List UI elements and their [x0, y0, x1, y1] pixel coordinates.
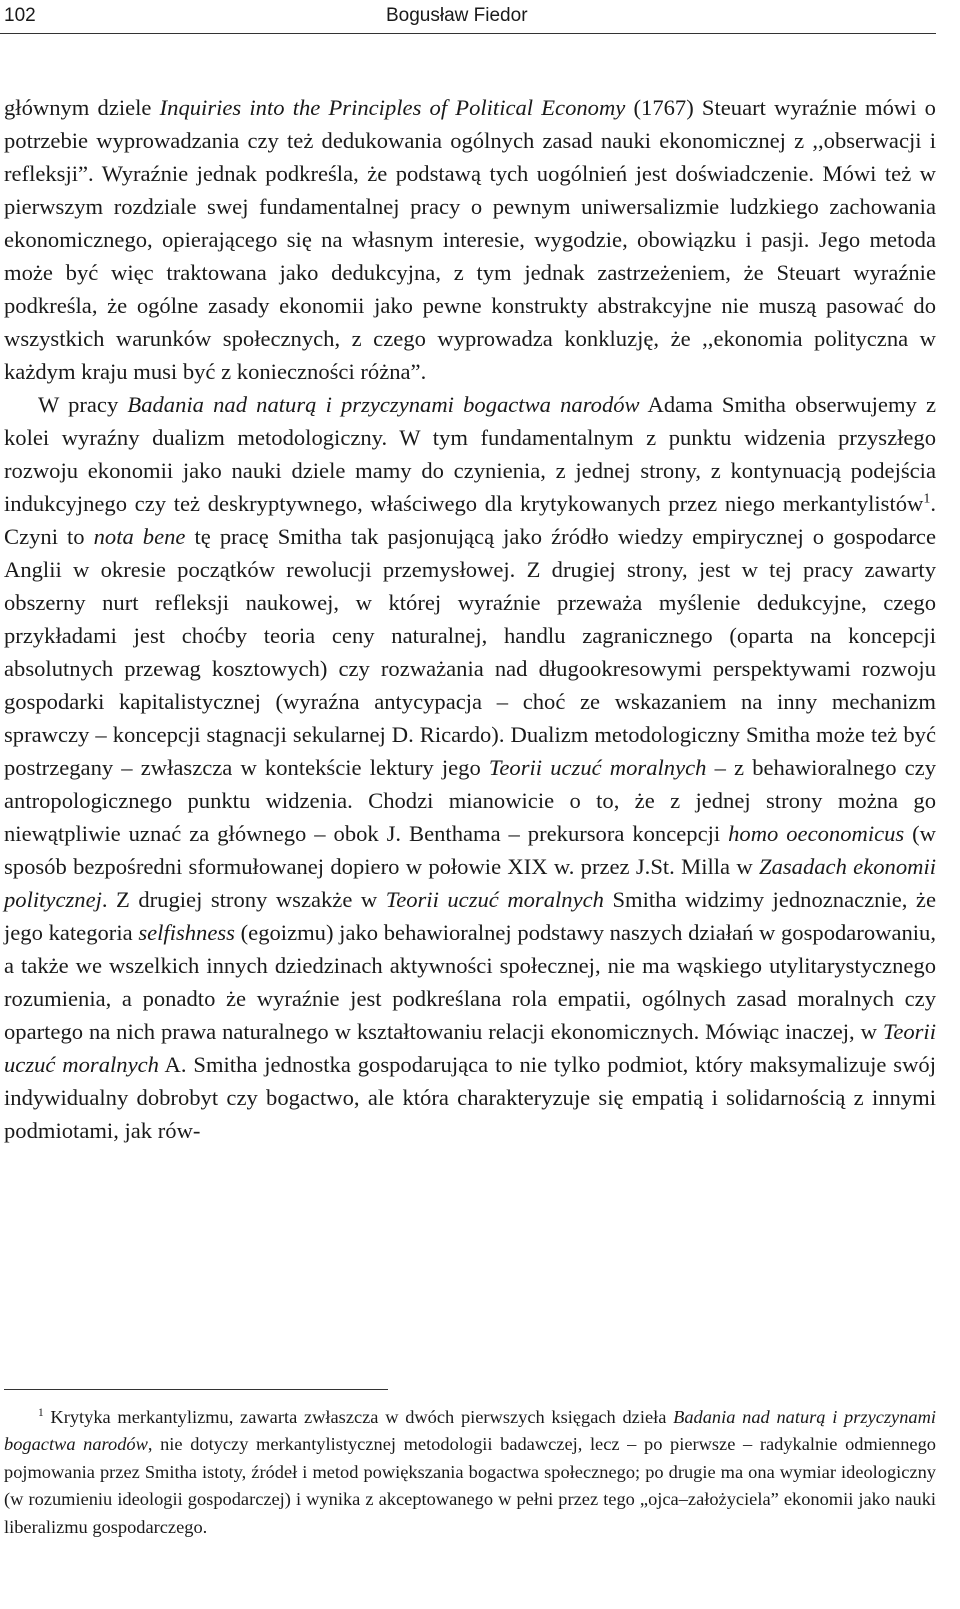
- italic-title: Badania nad naturą i przyczynami bogactwa narodów: [127, 392, 640, 417]
- text-run: – z behawioralnego czy antropologicznego punktu widzenia. Chodzi mianowicie o to, że z jednej strony można go niewątpliwie uznać za głównego – obok J. Benthama – prekursora koncepcji: [4, 755, 936, 846]
- footnote-reference[interactable]: 1: [923, 491, 931, 507]
- text-run: . Czyni to: [4, 491, 936, 549]
- italic-phrase: selfishness: [138, 920, 235, 945]
- running-header: [0, 4, 936, 32]
- paragraph-2: [4, 388, 936, 1147]
- italic-title: Zasadach ekonomii politycznej: [4, 854, 936, 912]
- text-run: Smitha widzimy jednoznacznie, że jego kategoria: [4, 887, 936, 945]
- text-run: (w sposób bezpośredni sformułowanej dopiero w połowie XIX w. przez J.St. Milla w: [4, 821, 936, 879]
- running-head-author: Bogusław Fiedor: [386, 5, 528, 26]
- text-run: W pracy: [38, 392, 128, 417]
- footnote-rule: [4, 1389, 388, 1390]
- italic-title: Teorii uczuć moralnych: [4, 1019, 936, 1077]
- text-run: (1767) Steuart wyraźnie mówi o potrzebie wyprowadzania czy też dedukowania ogólnych zasad nauki ekonomicznej z ,,obserwacji i refleksji”. Wyraźnie jednak podkreśla, że podstawą tych uogólnień jest doświadczenie. Mówi też w pierwszym rozdziale swej fundamentalnej pracy o pewnym uniwersalizmie ludzkiego zachowania ekonomicznego, opierającego się na własnym interesie, wygodzie, obowiązku i pasji. Jego metoda może być więc traktowana jako dedukcyjna, z tym jednak zastrzeżeniem, że Steuart wyraźnie podkreśla, że ogólne zasady ekonomii jako pewne konstrukty abstrakcyjne nie muszą pasować do wszystkich warunków społecznych, z czego wyprowadza konkluzję, że ,,ekonomia polityczna w każdym kraju musi być z konieczności różna”.: [4, 95, 936, 384]
- footnote-number: 1: [38, 1406, 44, 1419]
- main-text: [4, 91, 936, 1147]
- text-run: (egoizmu) jako behawioralnej podstawy naszych działań w gospodarowaniu, a także we wszelkich innych dziedzinach aktywności społecznej, nie ma wąskiego utylitarystycznego rozumienia, a ponadto że wyraźnie jest podkreślana rola empatii, ogólnych zasad moralnych czy opartego na nich prawa naturalnego w kształtowaniu relacji ekonomicznych. Mówiąc inaczej, w: [4, 920, 936, 1044]
- text-run: , nie dotyczy merkantylistycznej metodologii badawczej, lecz – po pierwsze – radykalnie odmiennego pojmowania przez Smitha istoty, źródeł i metod powiększania bogactwa społecznego; po drugie ma ona wymiar ideologiczny (w rozumieniu ideologii gospodarczej) i wynika z akceptowanego w pełni przez tego „ojca–założyciela” ekonomii jako nauki liberalizmu gospodarczego.: [4, 1434, 936, 1537]
- text-run: Krytyka merkantylizmu, zawarta zwłaszcza w dwóch pierwszych księgach dzieła: [43, 1407, 674, 1427]
- italic-title: Teorii uczuć moralnych: [385, 887, 604, 912]
- text-run: Adama Smitha obserwujemy z kolei wyraźny dualizm metodologiczny. W tym fundamentalnym z punktu widzenia przyszłego rozwoju ekonomii jako nauki dziele mamy do czynienia, z jednej strony, z kontynuacją podejścia indukcyjnego czy też deskryptywnego, właściwego dla krytykowanych przez niego merkantylistów: [4, 392, 937, 516]
- italic-phrase: homo oeconomicus: [728, 821, 905, 846]
- page-number: 102: [4, 5, 36, 26]
- header-rule: [0, 33, 936, 34]
- italic-title: Inquiries into the Principles of Political Economy: [159, 95, 626, 120]
- text-run: głównym dziele: [4, 95, 160, 120]
- italic-title: Teorii uczuć moralnych: [488, 755, 707, 780]
- footnote-1: [4, 1404, 936, 1541]
- italic-phrase: nota bene: [93, 524, 186, 549]
- italic-title: Badania nad naturą i przyczynami bogactwa narodów: [4, 1407, 936, 1455]
- text-run: . Z drugiej strony wszakże w: [101, 887, 386, 912]
- text-run: tę pracę Smitha tak pasjonującą jako źródło wiedzy empirycznej o gospodarce Anglii w okresie początków rewolucji przemysłowej. Z drugiej strony, jest w tej pracy zawarty obszerny nurt refleksji naukowej, w której wyraźnie przeważa myślenie dedukcyjne, czego przykładami jest choćby teoria ceny naturalnej, handlu zagranicznego (oparta na koncepcji absolutnych przewag kosztowych) czy rozważania nad długookresowymi perspektywami rozwoju gospodarki kapitalistycznej (wyraźna antycypacja – choć ze wskazaniem na inny mechanizm sprawczy – koncepcji stagnacji sekularnej D. Ricardo). Dualizm metodologiczny Smitha może też być postrzegany – zwłaszcza w kontekście lektury jego: [4, 524, 936, 780]
- text-run: A. Smitha jednostka gospodarująca to nie tylko podmiot, który maksymalizuje swój indywidualny dobrobyt czy bogactwo, ale która charakteryzuje się empatią i solidarnością z innymi podmiotami, jak rów-: [4, 1052, 936, 1143]
- paragraph-1: [4, 91, 936, 388]
